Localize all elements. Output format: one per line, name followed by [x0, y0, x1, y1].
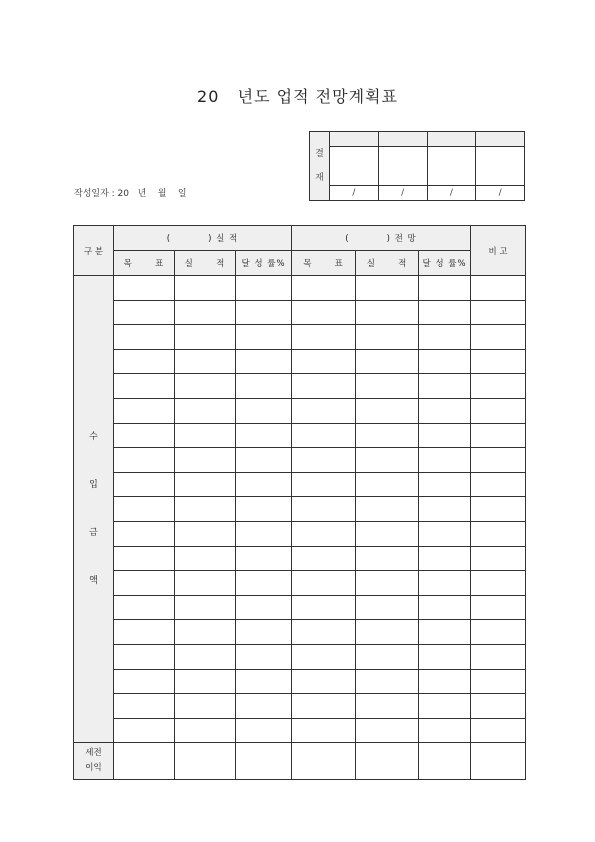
data-cell[interactable] [236, 546, 292, 571]
revenue-label-char: 수 [89, 432, 98, 443]
data-cell[interactable] [236, 644, 292, 669]
data-cell[interactable] [292, 669, 356, 694]
data-cell[interactable] [419, 398, 471, 423]
data-cell[interactable] [114, 595, 175, 620]
data-cell[interactable] [419, 472, 471, 497]
data-cell[interactable] [175, 546, 236, 571]
approval-date-cell[interactable]: / [330, 186, 379, 201]
data-cell[interactable] [292, 472, 356, 497]
sub-header-rate: 달 성 률% [236, 251, 292, 276]
table-row [74, 669, 526, 694]
data-cell[interactable] [471, 620, 526, 645]
data-cell[interactable] [471, 472, 526, 497]
data-cell[interactable] [114, 472, 175, 497]
data-cell[interactable] [356, 374, 419, 399]
data-cell[interactable] [419, 620, 471, 645]
table-row [74, 546, 526, 571]
data-cell[interactable] [292, 300, 356, 325]
table-row [74, 521, 526, 546]
data-cell[interactable] [419, 743, 471, 780]
approval-label-top: 결 [315, 149, 324, 159]
page-title [0, 84, 595, 107]
data-cell[interactable] [236, 423, 292, 448]
data-cell[interactable] [356, 595, 419, 620]
data-cell[interactable] [419, 595, 471, 620]
data-cell[interactable] [175, 718, 236, 743]
pretax-profit-label [74, 743, 114, 780]
revenue-label-char: 금 [89, 528, 98, 539]
data-cell[interactable] [236, 349, 292, 374]
data-cell[interactable] [471, 546, 526, 571]
data-cell[interactable] [175, 325, 236, 350]
approval-sign-cell[interactable] [330, 147, 379, 186]
data-cell[interactable] [419, 349, 471, 374]
data-cell[interactable] [292, 620, 356, 645]
data-cell[interactable] [471, 521, 526, 546]
title-text: 년도 업적 전망계획표 [237, 87, 398, 106]
table-row [74, 718, 526, 743]
data-cell[interactable] [292, 276, 356, 301]
data-cell[interactable] [471, 743, 526, 780]
data-cell[interactable] [236, 743, 292, 780]
table-row [74, 300, 526, 325]
data-cell[interactable] [419, 423, 471, 448]
data-cell[interactable] [175, 669, 236, 694]
data-cell[interactable] [419, 694, 471, 719]
data-cell[interactable] [419, 448, 471, 473]
table-row [74, 571, 526, 596]
data-cell[interactable] [292, 743, 356, 780]
date-line: 작성일자 : 20 년 월 일 [74, 189, 187, 199]
data-cell[interactable] [114, 694, 175, 719]
approval-title-cell [330, 132, 379, 147]
data-cell[interactable] [356, 571, 419, 596]
data-cell[interactable] [236, 718, 292, 743]
table-row [74, 595, 526, 620]
data-cell[interactable] [292, 571, 356, 596]
data-cell[interactable] [292, 718, 356, 743]
data-cell[interactable] [236, 300, 292, 325]
data-cell[interactable] [114, 718, 175, 743]
data-cell[interactable] [471, 448, 526, 473]
data-cell[interactable] [356, 521, 419, 546]
data-cell[interactable] [471, 595, 526, 620]
table-row [74, 374, 526, 399]
data-cell[interactable] [175, 644, 236, 669]
category-header: 구 분 [74, 226, 114, 276]
data-cell[interactable] [236, 694, 292, 719]
data-cell[interactable] [356, 743, 419, 780]
data-cell[interactable] [236, 669, 292, 694]
remarks-header: 비 고 [471, 226, 526, 276]
table-row [74, 276, 526, 301]
sub-header-target: 목 표 [292, 251, 356, 276]
data-cell[interactable] [236, 571, 292, 596]
approval-sign-cell[interactable] [378, 147, 427, 186]
data-cell[interactable] [471, 718, 526, 743]
data-cell[interactable] [175, 743, 236, 780]
data-cell[interactable] [114, 743, 175, 780]
data-cell[interactable] [356, 669, 419, 694]
data-cell[interactable] [236, 620, 292, 645]
data-cell[interactable] [419, 669, 471, 694]
table-row [74, 423, 526, 448]
data-cell[interactable] [114, 669, 175, 694]
data-cell[interactable] [175, 620, 236, 645]
data-cell[interactable] [419, 571, 471, 596]
data-cell[interactable] [114, 448, 175, 473]
data-cell[interactable] [419, 546, 471, 571]
approval-label [310, 132, 330, 201]
data-cell[interactable] [114, 497, 175, 522]
data-cell[interactable] [356, 398, 419, 423]
revenue-label-char: 액 [89, 576, 98, 587]
data-cell[interactable] [471, 300, 526, 325]
data-cell[interactable] [471, 325, 526, 350]
data-cell[interactable] [114, 644, 175, 669]
sub-header-actual: 실 적 [175, 251, 236, 276]
data-cell[interactable] [236, 472, 292, 497]
data-cell[interactable] [419, 276, 471, 301]
data-cell[interactable] [236, 448, 292, 473]
data-cell[interactable] [471, 374, 526, 399]
data-cell[interactable] [356, 694, 419, 719]
data-cell[interactable] [175, 300, 236, 325]
data-cell[interactable] [419, 718, 471, 743]
data-cell[interactable] [356, 300, 419, 325]
actual-group-header: ( ) 실 적 [114, 226, 292, 251]
data-cell[interactable] [292, 644, 356, 669]
data-cell[interactable] [236, 497, 292, 522]
data-cell[interactable] [292, 448, 356, 473]
data-cell[interactable] [356, 349, 419, 374]
data-cell[interactable] [175, 694, 236, 719]
approval-title-cell [378, 132, 427, 147]
data-cell[interactable] [356, 325, 419, 350]
data-cell[interactable] [419, 325, 471, 350]
data-cell[interactable] [175, 276, 236, 301]
data-cell[interactable] [236, 595, 292, 620]
data-cell[interactable] [236, 521, 292, 546]
data-cell[interactable] [292, 423, 356, 448]
data-cell[interactable] [114, 300, 175, 325]
data-cell[interactable] [356, 276, 419, 301]
approval-label-bottom: 재 [315, 173, 324, 183]
table-row [74, 620, 526, 645]
approval-title-cell [427, 132, 476, 147]
data-cell[interactable] [356, 644, 419, 669]
data-cell[interactable] [356, 472, 419, 497]
data-cell[interactable] [175, 374, 236, 399]
data-cell[interactable] [356, 497, 419, 522]
data-cell[interactable] [114, 423, 175, 448]
approval-box [309, 131, 525, 201]
data-cell[interactable] [292, 546, 356, 571]
data-cell[interactable] [471, 669, 526, 694]
data-cell[interactable] [114, 349, 175, 374]
data-cell[interactable] [175, 349, 236, 374]
data-cell[interactable] [236, 325, 292, 350]
data-cell[interactable] [114, 398, 175, 423]
data-cell[interactable] [175, 595, 236, 620]
table-row [74, 325, 526, 350]
data-cell[interactable] [356, 546, 419, 571]
forecast-group-header: ( ) 전 망 [292, 226, 471, 251]
revenue-label-char: 입 [89, 480, 98, 491]
table-row [74, 644, 526, 669]
data-cell[interactable] [471, 497, 526, 522]
data-cell[interactable] [236, 276, 292, 301]
data-cell[interactable] [356, 448, 419, 473]
data-cell[interactable] [292, 349, 356, 374]
data-cell[interactable] [175, 448, 236, 473]
forecast-table [73, 225, 526, 780]
revenue-row-label [74, 276, 114, 743]
data-cell[interactable] [292, 595, 356, 620]
data-cell[interactable] [356, 423, 419, 448]
data-cell[interactable] [419, 497, 471, 522]
data-cell[interactable] [419, 300, 471, 325]
pretax-profit-row [74, 743, 526, 780]
data-cell[interactable] [175, 472, 236, 497]
data-cell[interactable] [471, 423, 526, 448]
pretax-profit-label-line: 이익 [85, 763, 102, 774]
data-cell[interactable] [471, 644, 526, 669]
data-cell[interactable] [356, 620, 419, 645]
table-row [74, 694, 526, 719]
data-cell[interactable] [292, 398, 356, 423]
data-cell[interactable] [175, 398, 236, 423]
data-cell[interactable] [356, 718, 419, 743]
data-cell[interactable] [419, 521, 471, 546]
data-cell[interactable] [114, 325, 175, 350]
data-cell[interactable] [292, 521, 356, 546]
data-cell[interactable] [236, 374, 292, 399]
data-cell[interactable] [114, 620, 175, 645]
data-cell[interactable] [236, 398, 292, 423]
data-cell[interactable] [292, 374, 356, 399]
sub-header-rate: 달 성 률% [419, 251, 471, 276]
sub-header-target: 목 표 [114, 251, 175, 276]
data-cell[interactable] [292, 497, 356, 522]
data-cell[interactable] [419, 644, 471, 669]
data-cell[interactable] [114, 571, 175, 596]
data-cell[interactable] [471, 276, 526, 301]
table-row [74, 398, 526, 423]
table-row [74, 472, 526, 497]
approval-date-cell[interactable]: / [378, 186, 427, 201]
data-cell[interactable] [114, 374, 175, 399]
sub-header-actual: 실 적 [356, 251, 419, 276]
title-year: 20 [197, 87, 220, 106]
data-cell[interactable] [114, 276, 175, 301]
data-cell[interactable] [114, 521, 175, 546]
data-cell[interactable] [292, 325, 356, 350]
table-row [74, 448, 526, 473]
data-cell[interactable] [471, 398, 526, 423]
approval-date-cell[interactable]: / [427, 186, 476, 201]
pretax-profit-label-line: 세전 [85, 748, 102, 759]
data-cell[interactable] [292, 694, 356, 719]
approval-sign-cell[interactable] [476, 147, 525, 186]
approval-sign-cell[interactable] [427, 147, 476, 186]
data-cell[interactable] [471, 349, 526, 374]
data-cell[interactable] [175, 571, 236, 596]
table-row [74, 497, 526, 522]
data-cell[interactable] [471, 694, 526, 719]
data-cell[interactable] [175, 521, 236, 546]
data-cell[interactable] [114, 546, 175, 571]
data-cell[interactable] [471, 571, 526, 596]
data-cell[interactable] [419, 374, 471, 399]
approval-date-cell[interactable]: / [476, 186, 525, 201]
data-cell[interactable] [175, 497, 236, 522]
data-cell[interactable] [175, 423, 236, 448]
approval-title-cell [476, 132, 525, 147]
table-row [74, 349, 526, 374]
